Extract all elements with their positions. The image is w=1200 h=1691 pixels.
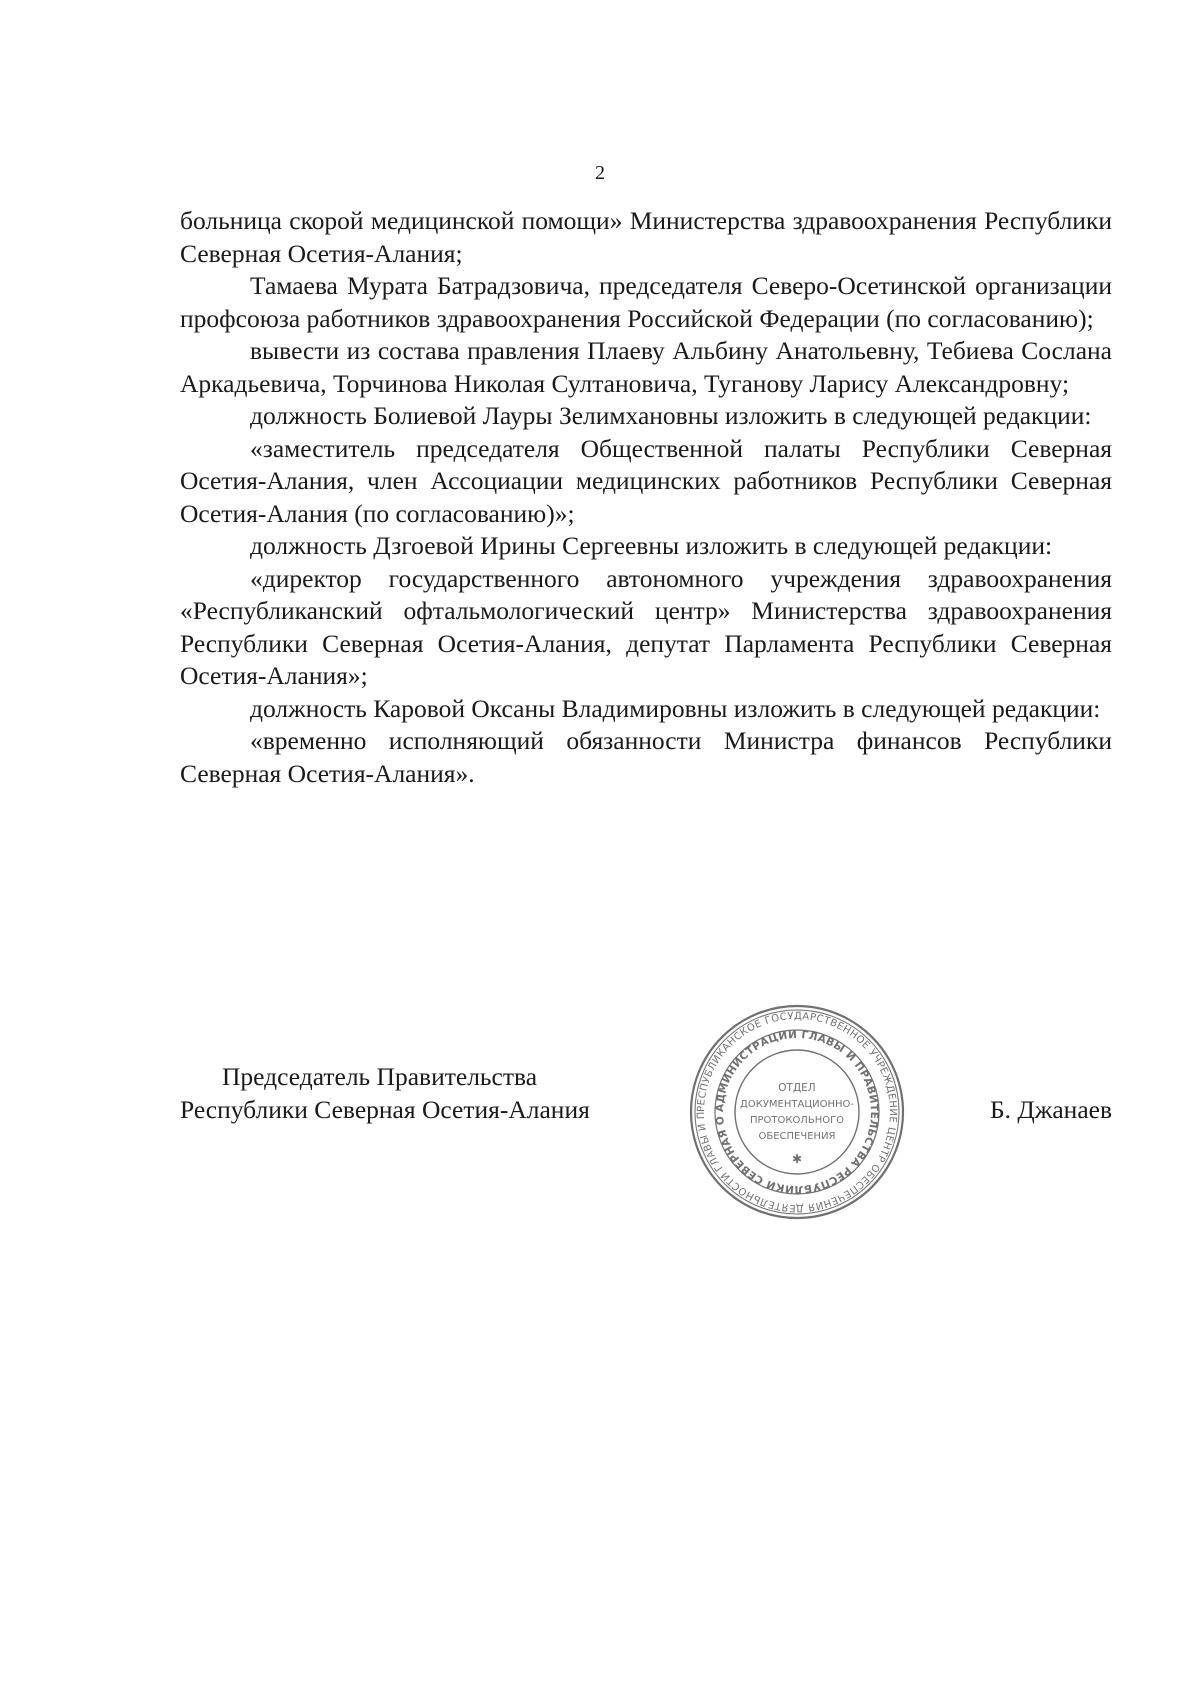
- paragraph: должность Болиевой Лауры Зелимхановны изложить в следующей редакции:: [250, 401, 1092, 430]
- paragraph: должность Каровой Оксаны Владимировны изложить в следующей редакции:: [250, 693, 1101, 723]
- seal-center-line: ОБЕСПЕЧЕНИЯ: [758, 1131, 836, 1142]
- seal-middle-text: АДМИНИСТРАЦИИ ГЛАВЫ И ПРАВИТЕЛЬСТВА РЕСПУБЛИКИ СЕВЕРНАЯ О: [713, 1028, 881, 1196]
- seal-center-line: ОТДЕЛ: [778, 1082, 816, 1094]
- seal-center-line: ПРОТОКОЛЬНОГО: [749, 1115, 845, 1126]
- signature-title: [180, 1060, 590, 1126]
- signatory-name: Б. Джанаев: [989, 1095, 1112, 1124]
- paragraph: больница скорой медицинской помощи» Министерства здравоохранения Республики Северная Осетия-Алания;: [180, 206, 1112, 268]
- document-body: [180, 205, 1112, 790]
- paragraph: «временно исполняющий обязанности Министра финансов Республики Северная Осетия-Алания».: [180, 726, 1112, 788]
- svg-text:✱: ✱: [791, 1152, 803, 1166]
- seal-outer-text: РЕСПУБЛИКАНСКОЕ ГОСУДАРСТВЕННОЕ УЧРЕЖДЕНИЕ ЦЕНТР ОБЕСПЕЧЕНИЯ ДЕЯТЕЛЬНОСТИ ГЛАВЫ И П: [695, 1010, 899, 1214]
- seal-center-line: ДОКУМЕНТАЦИОННО-: [740, 1099, 854, 1110]
- signature-title-line2: Республики Северная Осетия-Алания: [180, 1095, 590, 1124]
- paragraph: «заместитель председателя Общественной палаты Республики Северная Осетия-Алания, член Ассоциации медицинских работников Республики Северная Осетия-Алания (по согласованию)»;: [180, 433, 1112, 528]
- official-seal: [688, 1003, 906, 1221]
- paragraph: вывести из состава правления Плаеву Альбину Анатольевну, Тебиева Сослана Аркадьевича, Торчинова Николая Султановича, Туганову Ларису Александровну;: [180, 336, 1112, 398]
- official-seal-graphic: [688, 1003, 906, 1221]
- signature-title-line1: Председатель Правительства: [222, 1062, 538, 1091]
- paragraph: Тамаева Мурата Батрадзовича, председателя Северо-Осетинской организации профсоюза работников здравоохранения Российской Федерации (по согласованию);: [180, 271, 1112, 333]
- page-number: 2: [595, 162, 605, 184]
- paragraph: «директор государственного автономного учреждения здравоохранения «Республиканский офтальмологический центр» Министерства здравоохранения Республики Северная Осетия-Алания, депутат Парламента Республики Северная Осетия-Алания»;: [180, 563, 1112, 690]
- paragraph: должность Дзгоевой Ирины Сергеевны изложить в следующей редакции:: [250, 531, 1053, 560]
